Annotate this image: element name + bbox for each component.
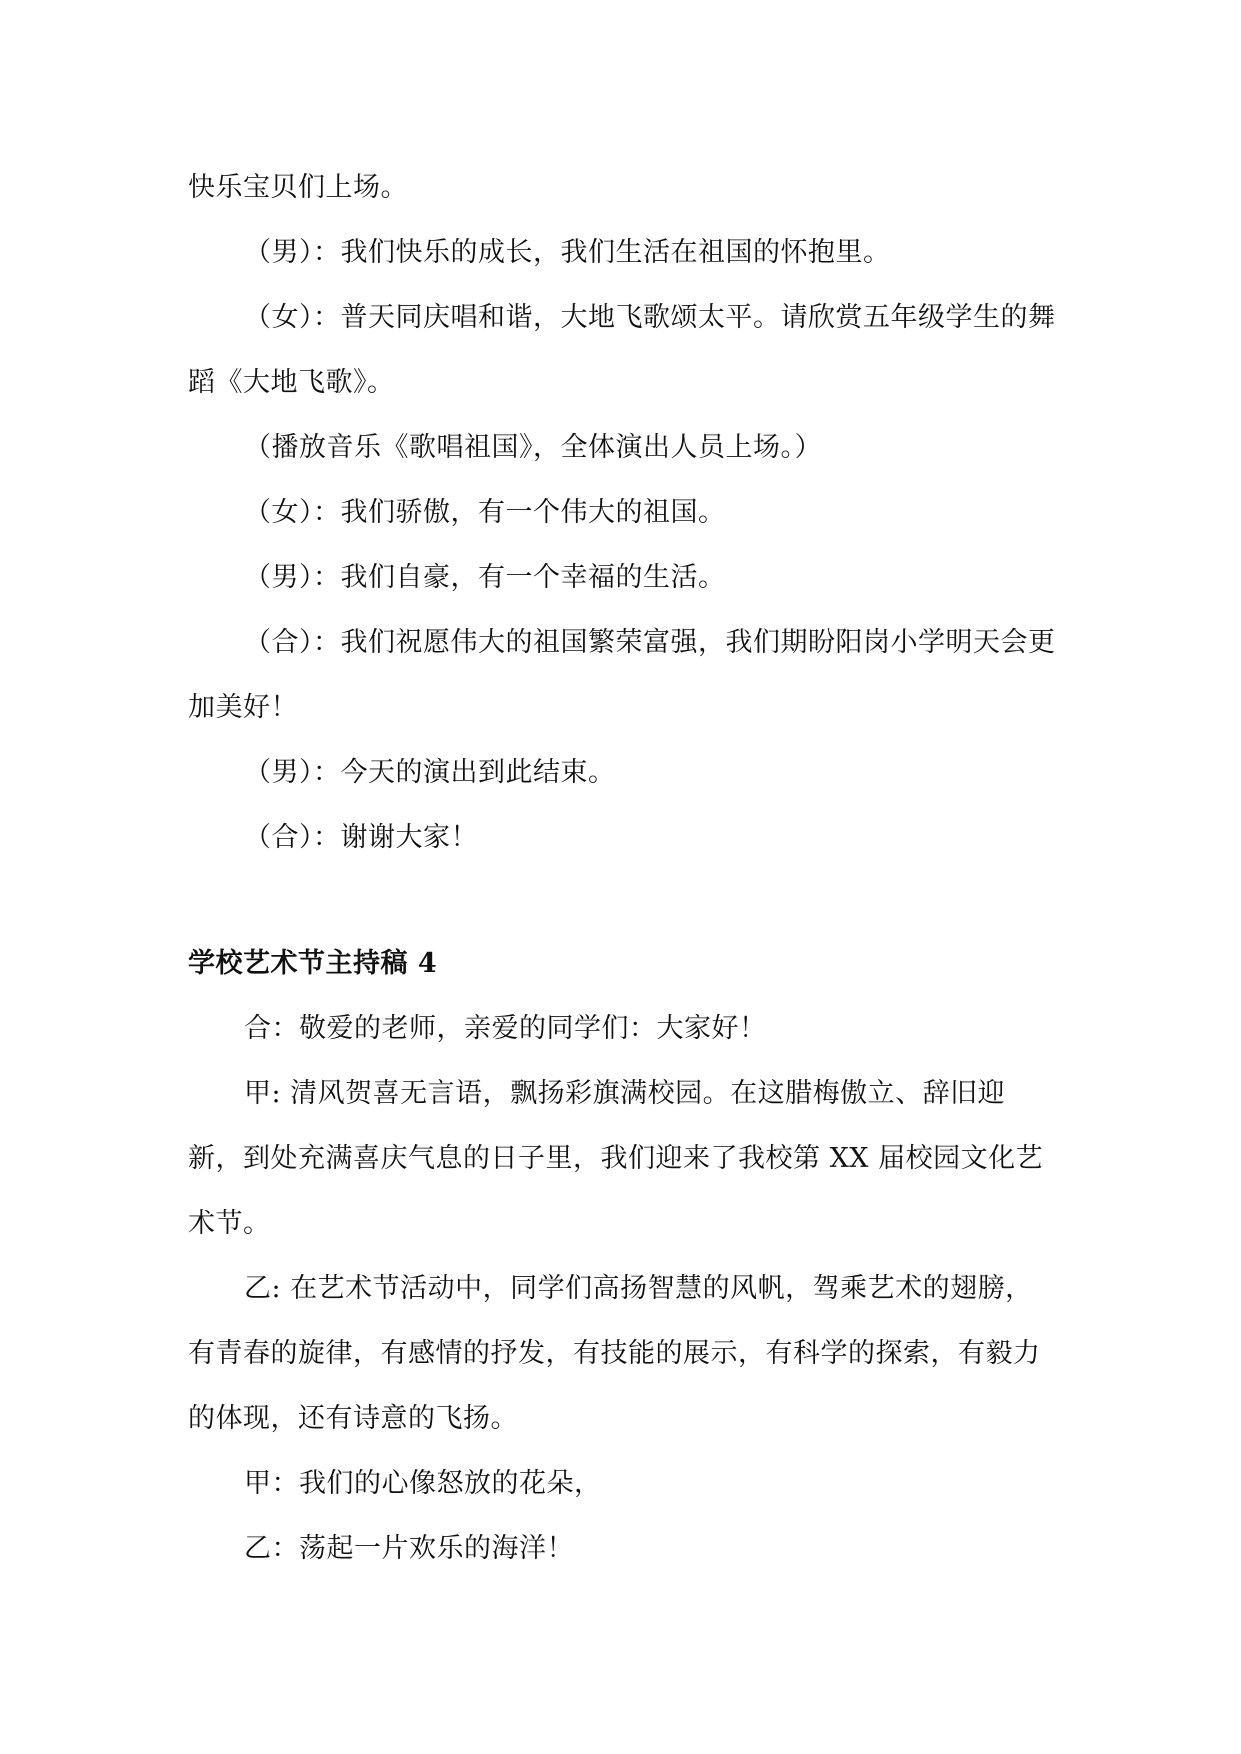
paragraph: 乙: 在艺术节活动中，同学们高扬智慧的风帆，驾乘艺术的翅膀，有青春的旋律，有感情的抒发，有技能的展示，有科学的探索，有毅力的体现，还有诗意的飞扬。 — [188, 1273, 1041, 1434]
paragraph: （合）：我们祝愿伟大的祖国繁荣富强，我们期盼阳岗小学明天会更加美好！ — [188, 627, 1056, 723]
paragraph: （合）：谢谢大家！ — [244, 822, 478, 853]
document-body — [188, 155, 1060, 1581]
paragraph: 合：敬爱的老师，亲爱的同学们：大家好！ — [244, 1013, 767, 1044]
paragraph: （男）：今天的演出到此结束。 — [244, 757, 616, 788]
paragraph: 快乐宝贝们上场。 — [188, 172, 408, 203]
paragraph: 甲: 清风贺喜无言语，飘扬彩旗满校园。在这腊梅傲立、辞旧迎新，到处充满喜庆气息的日子里，我们迎来了我校第 XX 届校园文化艺术节。 — [188, 1078, 1044, 1239]
paragraph: （播放音乐《歌唱祖国》，全体演出人员上场。） — [244, 432, 822, 463]
paragraph: （女）：我们骄傲，有一个伟大的祖国。 — [244, 497, 726, 528]
paragraph: （男）：我们快乐的成长，我们生活在祖国的怀抱里。 — [244, 237, 891, 268]
paragraph: 甲：我们的心像怒放的花朵， — [244, 1468, 602, 1499]
section-heading: 学校艺术节主持稿 4 — [188, 948, 438, 979]
paragraph: （男）：我们自豪，有一个幸福的生活。 — [244, 562, 726, 593]
paragraph: 乙：荡起一片欢乐的海洋！ — [244, 1533, 574, 1564]
section-gap — [188, 870, 1060, 931]
paragraph: （女）：普天同庆唱和谐，大地飞歌颂太平。请欣赏五年级学生的舞蹈《大地飞歌》。 — [188, 302, 1056, 398]
